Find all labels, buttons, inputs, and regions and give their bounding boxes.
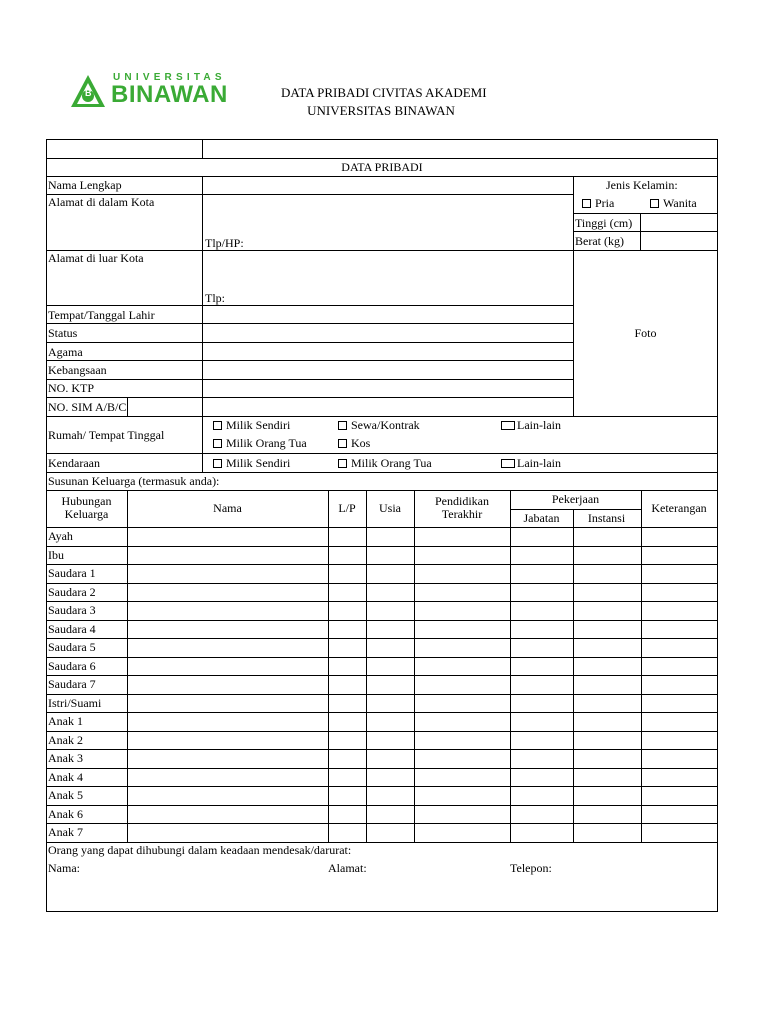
family-row-label: Anak 3 <box>48 751 83 765</box>
table-row <box>46 583 718 602</box>
header-keterangan: Keterangan <box>651 501 707 515</box>
agama-input[interactable] <box>203 343 572 359</box>
family-row-input[interactable] <box>128 695 716 712</box>
label-jenis-kelamin: Jenis Kelamin: <box>606 178 678 192</box>
nama-lengkap-input[interactable] <box>203 177 572 193</box>
table-row <box>46 768 718 787</box>
rumah-option-sewa[interactable]: Sewa/Kontrak <box>338 418 420 432</box>
family-row-input[interactable] <box>128 621 716 638</box>
table-row <box>46 675 718 694</box>
label-kebangsaan: Kebangsaan <box>48 363 107 377</box>
family-row-input[interactable] <box>128 528 716 545</box>
page-subtitle: UNIVERSITAS BINAWAN <box>307 103 455 118</box>
ttl-input[interactable] <box>203 306 572 322</box>
family-row-input[interactable] <box>128 732 716 749</box>
alamat-dalam-input[interactable] <box>203 195 572 249</box>
table-row <box>46 805 718 824</box>
family-row-label: Anak 2 <box>48 732 83 747</box>
label-tinggi: Tinggi (cm) <box>575 216 633 230</box>
rumah-option-kos[interactable]: Kos <box>338 436 370 450</box>
family-row-input[interactable] <box>128 676 716 693</box>
checkbox-icon[interactable] <box>650 199 659 208</box>
label-agama: Agama <box>48 345 83 359</box>
rumah-option-milik-orang-tua[interactable]: Milik Orang Tua <box>213 436 307 450</box>
family-row-label: Saudara 7 <box>48 677 96 691</box>
gender-option-pria[interactable]: Pria <box>582 196 614 210</box>
family-row-label: Ayah <box>48 529 73 543</box>
family-row-label: Saudara 2 <box>48 584 96 599</box>
label-ktp: NO. KTP <box>48 381 95 395</box>
kendaraan-option-lain[interactable]: Lain-lain <box>501 456 561 470</box>
university-logo <box>70 72 245 110</box>
family-row-label: Saudara 5 <box>48 640 96 654</box>
checkbox-icon[interactable] <box>338 439 347 448</box>
header-pendidikan: Pendidikan Terakhir <box>435 494 489 521</box>
table-row <box>46 694 718 713</box>
berat-input[interactable] <box>641 232 717 249</box>
logo-badge-letter: B <box>85 88 92 98</box>
page-title: DATA PRIBADI CIVITAS AKADEMI <box>281 85 487 100</box>
header-pekerjaan: Pekerjaan <box>551 492 600 506</box>
status-input[interactable] <box>203 324 572 341</box>
header-hubungan: Hubungan Keluarga <box>61 494 112 521</box>
family-row-input[interactable] <box>128 750 716 767</box>
emergency-title: Orang yang dapat dihubungi dalam keadaan mendesak/darurat: <box>48 843 352 857</box>
label-tlp-hp: Tlp/HP: <box>205 236 244 250</box>
checkbox-icon[interactable] <box>338 459 347 468</box>
table-row <box>46 712 718 731</box>
emergency-alamat-label: Alamat: <box>328 861 367 875</box>
label-nama-lengkap: Nama Lengkap <box>48 178 122 192</box>
label-alamat-dalam: Alamat di dalam Kota <box>48 195 155 209</box>
header-instansi: Instansi <box>587 511 626 525</box>
table-row <box>46 749 718 768</box>
family-row-input[interactable] <box>128 806 716 823</box>
emergency-input-area[interactable] <box>48 876 716 910</box>
checkbox-icon[interactable] <box>213 421 222 430</box>
family-row-label: Anak 5 <box>48 788 83 802</box>
emergency-nama-label: Nama: <box>48 861 80 875</box>
family-row-input[interactable] <box>128 565 716 582</box>
section-title: DATA PRIBADI <box>341 160 423 174</box>
family-row-label: Ibu <box>48 547 64 562</box>
table-row <box>46 638 718 657</box>
checkbox-icon[interactable] <box>582 199 591 208</box>
label-rumah: Rumah/ Tempat Tinggal <box>48 428 165 442</box>
family-row-label: Anak 7 <box>48 825 83 839</box>
gender-option-wanita[interactable]: Wanita <box>650 196 697 210</box>
family-row-label: Anak 4 <box>48 769 83 784</box>
photo-placeholder[interactable]: Foto <box>634 326 657 340</box>
table-row <box>46 546 718 565</box>
checkbox-icon[interactable] <box>501 459 515 468</box>
tinggi-input[interactable] <box>641 214 717 230</box>
kendaraan-option-milik-orang-tua[interactable]: Milik Orang Tua <box>338 456 432 470</box>
family-row-input[interactable] <box>128 658 716 675</box>
label-status: Status <box>48 326 78 340</box>
table-row <box>46 601 718 620</box>
family-row-input[interactable] <box>128 713 716 730</box>
table-row <box>46 731 718 750</box>
family-row-input[interactable] <box>128 824 716 841</box>
label-ttl: Tempat/Tanggal Lahir <box>48 308 155 322</box>
logo-main-text: BINAWAN <box>111 81 228 108</box>
ktp-input[interactable] <box>203 380 572 396</box>
emergency-telepon-label: Telepon: <box>510 861 552 875</box>
rumah-option-lain[interactable]: Lain-lain <box>501 418 561 432</box>
family-row-input[interactable] <box>128 639 716 656</box>
checkbox-icon[interactable] <box>338 421 347 430</box>
rumah-option-milik-sendiri[interactable]: Milik Sendiri <box>213 418 290 432</box>
family-row-label: Istri/Suami <box>48 695 102 710</box>
family-row-input[interactable] <box>128 584 716 601</box>
checkbox-icon[interactable] <box>501 421 515 430</box>
table-row <box>46 786 718 805</box>
family-row-label: Saudara 3 <box>48 603 96 617</box>
family-row-input[interactable] <box>128 547 716 564</box>
sim-input[interactable] <box>128 398 572 415</box>
family-row-input[interactable] <box>128 602 716 619</box>
family-row-label: Anak 1 <box>48 714 83 728</box>
alamat-luar-input[interactable] <box>203 251 572 304</box>
table-row <box>46 657 718 676</box>
family-row-label: Saudara 1 <box>48 566 96 580</box>
table-row <box>46 527 718 546</box>
label-berat: Berat (kg) <box>575 234 624 248</box>
family-row-label: Saudara 6 <box>48 658 96 673</box>
family-table-title: Susunan Keluarga (termasuk anda): <box>48 474 220 488</box>
label-sim: NO. SIM A/B/C <box>48 400 127 414</box>
family-row-label: Saudara 4 <box>48 621 96 636</box>
logo-top-text: UNIVERSITAS <box>113 72 226 83</box>
kendaraan-option-milik-sendiri[interactable]: Milik Sendiri <box>213 456 290 470</box>
header-usia: Usia <box>379 501 401 515</box>
checkbox-icon[interactable] <box>213 439 222 448</box>
label-alamat-luar: Alamat di luar Kota <box>48 251 144 265</box>
table-row <box>46 823 718 842</box>
header-nama: Nama <box>213 501 242 515</box>
family-row-input[interactable] <box>128 787 716 804</box>
kebangsaan-input[interactable] <box>203 361 572 378</box>
family-row-input[interactable] <box>128 769 716 786</box>
label-tlp: Tlp: <box>205 291 225 305</box>
label-kendaraan: Kendaraan <box>48 456 100 470</box>
table-row <box>46 564 718 583</box>
table-row <box>46 620 718 639</box>
family-row-label: Anak 6 <box>48 806 83 821</box>
checkbox-icon[interactable] <box>213 459 222 468</box>
header-lp: L/P <box>338 501 356 515</box>
header-jabatan: Jabatan <box>523 511 560 525</box>
